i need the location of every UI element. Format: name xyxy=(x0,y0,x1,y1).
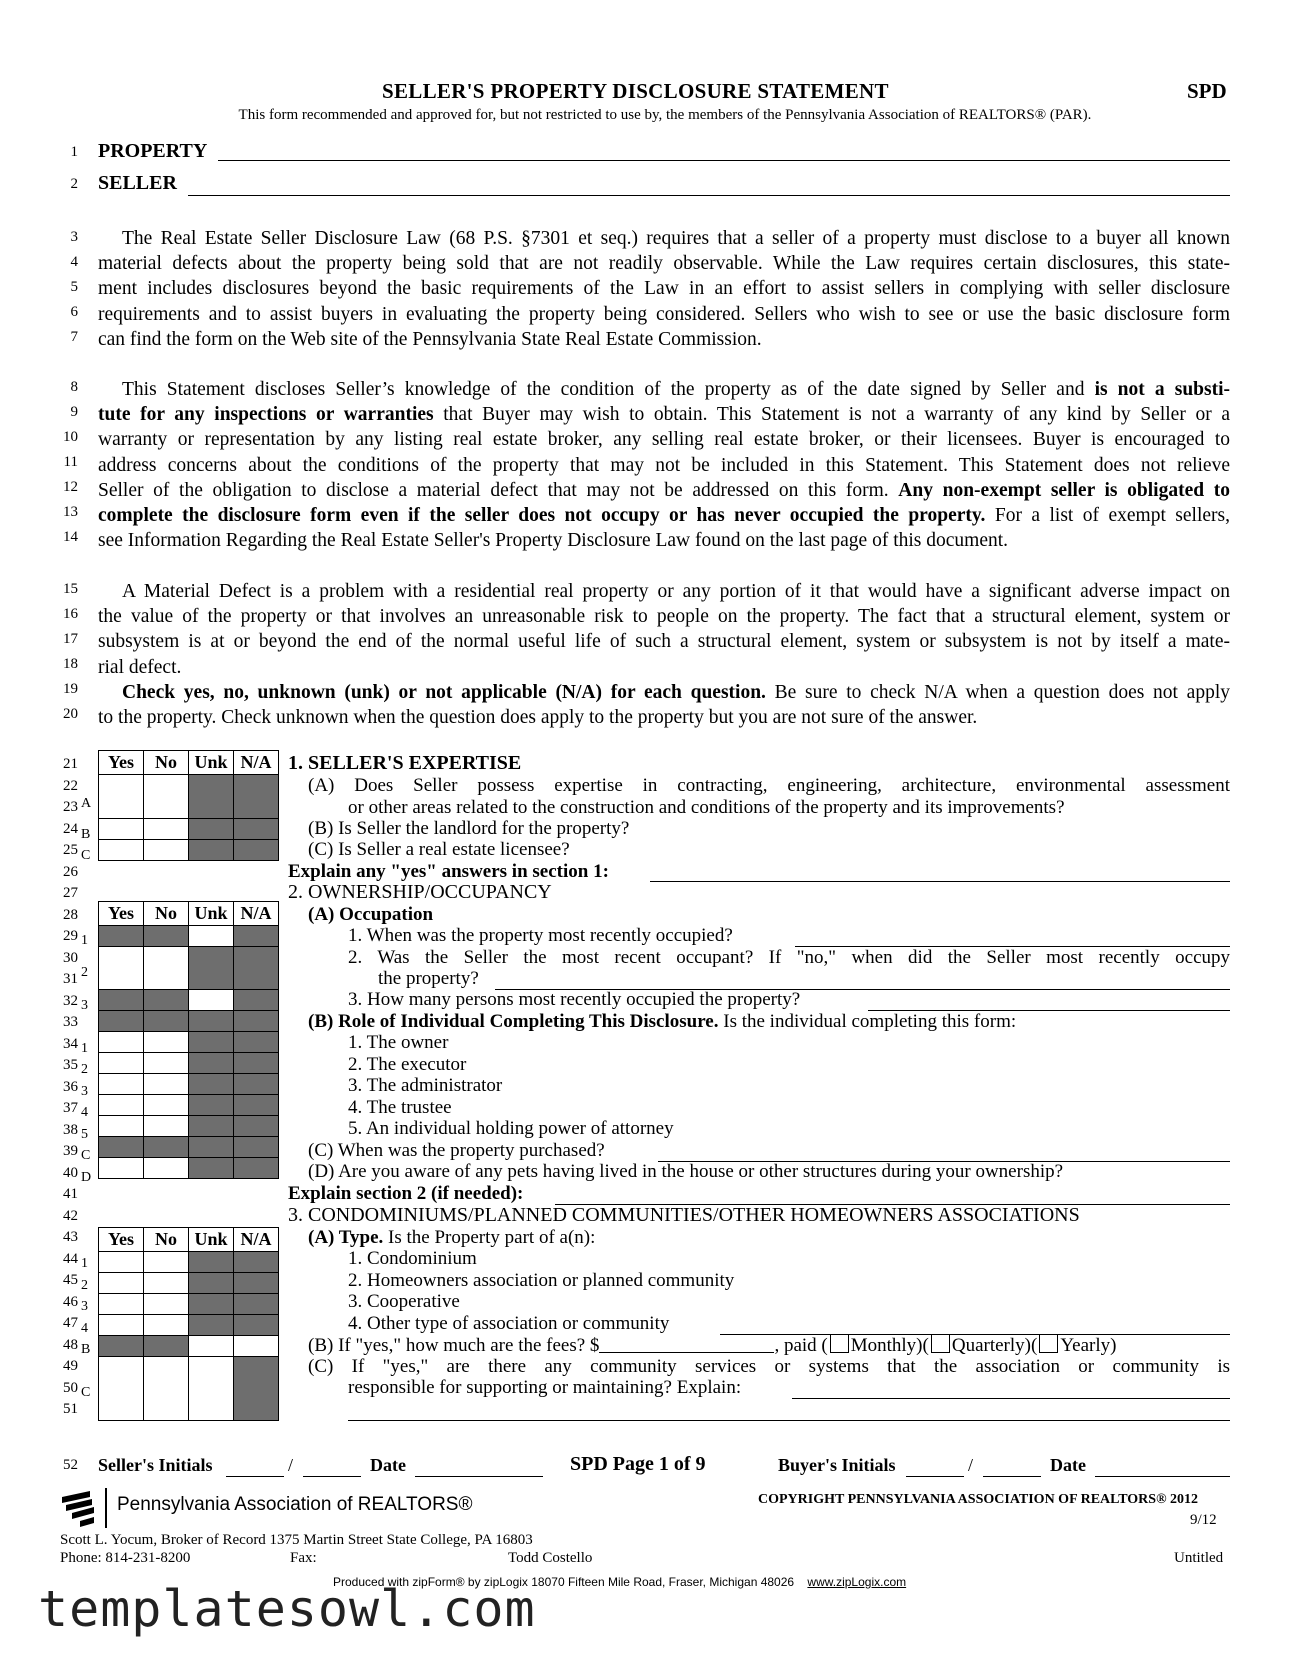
s3c-no-box[interactable] xyxy=(144,1357,189,1421)
yearly-checkbox[interactable] xyxy=(1039,1334,1058,1353)
s2a2-no-box[interactable] xyxy=(144,947,189,990)
buyer-initials-label: Buyer's Initials xyxy=(778,1455,896,1475)
line-number: 2 xyxy=(70,176,78,192)
line-number: 35 xyxy=(63,1057,78,1073)
s3c-question: (C) If "yes," are there any community services or systems that the association or community is xyxy=(308,1356,1230,1377)
line-number: 36 xyxy=(63,1079,78,1095)
s3c-yes-box[interactable] xyxy=(99,1357,144,1421)
line-number: 12 xyxy=(63,479,78,495)
property-label: PROPERTY xyxy=(98,140,208,162)
broker-fax: Fax: xyxy=(290,1550,317,1566)
line-number: 31 xyxy=(63,971,78,987)
section3-title: 3. CONDOMINIUMS/PLANNED COMMUNITIES/OTHER HOMEOWNERS ASSOCIATIONS xyxy=(288,1204,1080,1226)
ziplogix-link[interactable]: www.zipLogix.com xyxy=(807,1575,907,1589)
row-label: 2 xyxy=(81,1278,88,1293)
par-logo-icon xyxy=(60,1489,98,1527)
s3a1-no-box[interactable] xyxy=(144,1252,189,1273)
s2b3-yes-box[interactable] xyxy=(99,1074,144,1095)
s2a2-question-cont: the property? xyxy=(378,968,479,989)
line-number: 44 xyxy=(63,1251,78,1267)
s1a-question-cont: or other areas related to the construction and conditions of the property and its improvements? xyxy=(348,797,1065,818)
row-label: 1 xyxy=(81,1041,88,1056)
col-no: No xyxy=(144,751,189,775)
line-number: 48 xyxy=(63,1337,78,1353)
s2c-question: (C) When was the property purchased? xyxy=(308,1140,605,1161)
producer-line: Produced with zipForm® by zipLogix 18070 Fifteen Mile Road, Fraser, Michigan 48026 xyxy=(333,1575,795,1589)
col-yes: Yes xyxy=(99,751,144,775)
row-label: 2 xyxy=(81,1062,88,1077)
section1-answer-grid xyxy=(98,750,279,861)
line-number: 1 xyxy=(70,144,78,160)
s2a2-question: 2. Was the Seller the most recent occupant? If "no," when did the Seller most recently occupy xyxy=(348,947,1230,968)
section2-title: 2. OWNERSHIP/OCCUPANCY xyxy=(288,881,552,903)
s3a2-option: 2. Homeowners association or planned community xyxy=(348,1270,735,1291)
s1c-yes-box[interactable] xyxy=(99,840,144,861)
line-number: 10 xyxy=(63,429,78,445)
s1c-no-box[interactable] xyxy=(144,840,189,861)
s2b2-yes-box[interactable] xyxy=(99,1053,144,1074)
s3a4-option: 4. Other type of association or community xyxy=(348,1313,670,1334)
monthly-checkbox[interactable] xyxy=(830,1334,849,1353)
s3b-question: (B) If "yes," how much are the fees? $ xyxy=(308,1335,600,1356)
line-number: 52 xyxy=(63,1457,78,1473)
broker-info: Scott L. Yocum, Broker of Record 1375 Martin Street State College, PA 16803 xyxy=(60,1532,533,1548)
row-label: B xyxy=(81,1342,91,1357)
row-label: 1 xyxy=(81,1256,88,1271)
s3c-input-line2[interactable] xyxy=(348,1420,1230,1421)
col-na: N/A xyxy=(234,751,279,775)
s3a3-yes-box[interactable] xyxy=(99,1294,144,1315)
section3-answer-grid xyxy=(98,1227,279,1421)
line-number: 34 xyxy=(63,1036,78,1052)
seller-initials-2-input[interactable] xyxy=(303,1476,361,1477)
s3a3-option: 3. Cooperative xyxy=(348,1291,460,1312)
row-label: C xyxy=(81,1385,91,1400)
line-number: 30 xyxy=(63,950,78,966)
row-label: 4 xyxy=(81,1105,88,1120)
s2d-yes-box[interactable] xyxy=(99,1158,144,1179)
col-na: N/A xyxy=(234,902,279,926)
line-number: 21 xyxy=(63,756,78,772)
s2d-question: (D) Are you aware of any pets having lived in the house or other structures during your ownership? xyxy=(308,1161,1064,1182)
buyer-initials-1-input[interactable] xyxy=(906,1476,964,1477)
s3b-unk-box[interactable] xyxy=(189,1336,234,1357)
s2b4-option: 4. The trustee xyxy=(348,1097,452,1118)
row-label: D xyxy=(81,1170,92,1185)
s3c-unk-box[interactable] xyxy=(189,1357,234,1421)
s2a1-question: 1. When was the property most recently occupied? xyxy=(348,925,733,946)
col-unk: Unk xyxy=(189,902,234,926)
s3a2-no-box[interactable] xyxy=(144,1273,189,1294)
line-number: 14 xyxy=(63,529,78,545)
s3b-fee-input[interactable] xyxy=(599,1336,774,1353)
version: 9/12 xyxy=(1190,1512,1217,1528)
logo-text: Pennsylvania Association of REALTORS® xyxy=(117,1494,473,1515)
watermark: templatesowl.com xyxy=(38,1580,536,1638)
buyer-date-label: Date xyxy=(1050,1455,1086,1475)
col-unk: Unk xyxy=(189,1228,234,1252)
line-number: 41 xyxy=(63,1186,78,1202)
form-title: SELLER'S PROPERTY DISCLOSURE STATEMENT xyxy=(382,79,889,103)
col-yes: Yes xyxy=(99,1228,144,1252)
line-number: 37 xyxy=(63,1100,78,1116)
line-number: 6 xyxy=(70,304,78,320)
seller-input[interactable] xyxy=(188,195,1230,196)
s2a-heading: (A) Occupation xyxy=(308,904,434,925)
quarterly-checkbox[interactable] xyxy=(931,1334,950,1353)
page-indicator: SPD Page 1 of 9 xyxy=(570,1453,706,1475)
col-unk: Unk xyxy=(189,751,234,775)
copyright: COPYRIGHT PENNSYLVANIA ASSOCIATION OF REALTORS® 2012 xyxy=(758,1492,1199,1507)
s3a1-option: 1. Condominium xyxy=(348,1248,477,1269)
s2a2-yes-box[interactable] xyxy=(99,947,144,990)
material-defect-paragraph: A Material Defect is a problem with a residential real property or any portion of it that would have a significant adverse impact on the value of the property or that involves an unreasonable risk to people on the property. The fact that a structural element, system or subsystem is at or beyond the end of the normal useful life of such a structural element, system or subsystem is not by itself a mate- rial defect. Check yes, no, unknown (unk) or not applicable (N/A) for each question. Be sure to check N/A when a question does not apply to the property. Check unknown when the question does apply to the property but you are not sure of the answer. xyxy=(98,581,1231,728)
s2-explain-label: Explain section 2 (if needed): xyxy=(288,1183,524,1204)
section1-title: 1. SELLER'S EXPERTISE xyxy=(288,752,522,774)
s3a4-yes-box[interactable] xyxy=(99,1315,144,1336)
s1a-question: (A) Does Seller possess expertise in contracting, engineering, architecture, environmental assessment xyxy=(308,775,1230,796)
line-number: 11 xyxy=(63,454,78,470)
disclosure-law-paragraph: The Real Estate Seller Disclosure Law (68 P.S. §7301 et seq.) requires that a seller of a property must disclose to a buyer all known material defects about the property being sold that are not readily observable. While the Law requires certain disclosures, this state- ment includes disclosures beyond the basic requirements of the Law in an effort to assist sellers in complying with seller disclosure requirements and to assist buyers in evaluating the property being considered. Sellers who wish to see or use the basic disclosure form can find the form on the Web site of the Pennsylvania State Real Estate Commission. xyxy=(98,228,1230,350)
line-number: 20 xyxy=(63,706,78,722)
row-label: 1 xyxy=(81,933,88,948)
line-number: 13 xyxy=(63,504,78,520)
line-number: 19 xyxy=(63,681,78,697)
col-no: No xyxy=(144,1228,189,1252)
line-number: 16 xyxy=(63,606,78,622)
row-label: 3 xyxy=(81,1299,88,1314)
seller-date-label: Date xyxy=(370,1455,406,1475)
seller-label: SELLER xyxy=(98,172,177,194)
s1b-yes-box[interactable] xyxy=(99,819,144,840)
seller-initials-label: Seller's Initials xyxy=(98,1455,213,1475)
line-number: 43 xyxy=(63,1229,78,1245)
s3c-question-cont: responsible for supporting or maintaining? Explain: xyxy=(348,1377,742,1398)
s2a3-unk-box[interactable] xyxy=(189,990,234,1011)
line-number: 38 xyxy=(63,1122,78,1138)
s2b3-no-box[interactable] xyxy=(144,1074,189,1095)
row-label: C xyxy=(81,848,91,863)
statement-paragraph: This Statement discloses Seller’s knowledge of the condition of the property as of the date signed by Seller and is not a substi- tute for any inspections or warranties that Buyer may wish to obtain. This Statement is not a warranty of any kind by Seller or a warranty or representation by any listing real estate broker, any selling real estate broker, or their licensees. Buyer is encouraged to address concerns about the conditions of the property that may not be included in this Statement. This Statement does not relieve Seller of the obligation to disclose a material defect that may not be addressed on this form. Any non-exempt seller is obligated to complete the disclosure form even if the seller does not occupy or has never occupied the property. For a list of exempt sellers, see Information Regarding the Real Estate Seller's Property Disclosure Law found on the last page of this document. xyxy=(98,379,1230,552)
line-number: 27 xyxy=(63,885,78,901)
section2-answer-grid xyxy=(98,901,279,1179)
s2b5-yes-box[interactable] xyxy=(99,1116,144,1137)
s2b2-no-box[interactable] xyxy=(144,1053,189,1074)
s2b5-no-box[interactable] xyxy=(144,1116,189,1137)
s3c-input[interactable] xyxy=(792,1398,1230,1399)
row-label: 3 xyxy=(81,1084,88,1099)
line-number: 39 xyxy=(63,1143,78,1159)
line-number: 51 xyxy=(63,1401,78,1417)
s3a1-yes-box[interactable] xyxy=(99,1252,144,1273)
line-number: 45 xyxy=(63,1272,78,1288)
s3a2-yes-box[interactable] xyxy=(99,1273,144,1294)
s2b5-option: 5. An individual holding power of attorney xyxy=(348,1118,674,1139)
line-number: 5 xyxy=(70,279,78,295)
col-na: N/A xyxy=(234,1228,279,1252)
s1b-question: (B) Is Seller the landlord for the property? xyxy=(308,818,630,839)
col-yes: Yes xyxy=(99,902,144,926)
line-number: 28 xyxy=(63,907,78,923)
line-number: 50 xyxy=(63,1380,78,1396)
s2d-no-box[interactable] xyxy=(144,1158,189,1179)
line-number: 42 xyxy=(63,1208,78,1224)
seller-initials-1-input[interactable] xyxy=(226,1476,284,1477)
buyer-initials-2-input[interactable] xyxy=(983,1476,1041,1477)
line-number: 40 xyxy=(63,1165,78,1181)
line-number: 24 xyxy=(63,821,78,837)
seller-date-input[interactable] xyxy=(415,1476,543,1477)
s2b3-option: 3. The administrator xyxy=(348,1075,503,1096)
line-number: 7 xyxy=(70,329,78,345)
form-subtitle: This form recommended and approved for, but not restricted to use by, the members of the Pennsylvania Association of REALTORS® (PAR). xyxy=(238,107,1092,123)
s2b2-option: 2. The executor xyxy=(348,1054,467,1075)
agent-name: Todd Costello xyxy=(508,1550,593,1566)
line-number: 8 xyxy=(70,379,78,395)
line-number: 23 xyxy=(63,799,78,815)
buyer-date-input[interactable] xyxy=(1095,1476,1230,1477)
line-number: 17 xyxy=(63,631,78,647)
form-code: SPD xyxy=(1187,79,1227,103)
logo-divider xyxy=(105,1488,107,1528)
line-number: 4 xyxy=(70,254,78,270)
s2b4-no-box[interactable] xyxy=(144,1095,189,1116)
line-number: 33 xyxy=(63,1014,78,1030)
line-number: 26 xyxy=(63,864,78,880)
s3a3-no-box[interactable] xyxy=(144,1294,189,1315)
s1-explain-label: Explain any "yes" answers in section 1: xyxy=(288,861,609,882)
s2b1-no-box[interactable] xyxy=(144,1032,189,1053)
line-number: 47 xyxy=(63,1315,78,1331)
s2b1-yes-box[interactable] xyxy=(99,1032,144,1053)
line-number: 22 xyxy=(63,778,78,794)
s1-explain-input[interactable] xyxy=(650,881,1230,882)
line-number: 15 xyxy=(63,581,78,597)
s2b1-option: 1. The owner xyxy=(348,1032,449,1053)
line-number: 9 xyxy=(70,404,78,420)
s1a-no-box[interactable] xyxy=(144,775,189,819)
row-label: C xyxy=(81,1148,91,1163)
property-input[interactable] xyxy=(218,160,1230,161)
line-number: 29 xyxy=(63,928,78,944)
line-number: 25 xyxy=(63,842,78,858)
line-number: 18 xyxy=(63,656,78,672)
document-name: Untitled xyxy=(1174,1550,1224,1566)
s2a1-unk-box[interactable] xyxy=(189,926,234,947)
line-number: 32 xyxy=(63,993,78,1009)
line-number: 3 xyxy=(70,229,78,245)
s3b-na-box[interactable] xyxy=(234,1336,279,1357)
row-label: 4 xyxy=(81,1321,88,1336)
s1a-yes-box[interactable] xyxy=(99,775,144,819)
s2a3-question: 3. How many persons most recently occupied the property? xyxy=(348,989,801,1010)
row-label: B xyxy=(81,827,91,842)
line-number: 49 xyxy=(63,1358,78,1374)
col-no: No xyxy=(144,902,189,926)
row-label: 2 xyxy=(81,965,88,980)
row-label: 5 xyxy=(81,1127,88,1142)
row-label: 3 xyxy=(81,998,88,1013)
s3a4-no-box[interactable] xyxy=(144,1315,189,1336)
s2b4-yes-box[interactable] xyxy=(99,1095,144,1116)
line-number: 46 xyxy=(63,1294,78,1310)
s1c-question: (C) Is Seller a real estate licensee? xyxy=(308,839,570,860)
row-label: A xyxy=(81,796,92,811)
s1b-no-box[interactable] xyxy=(144,819,189,840)
broker-phone: Phone: 814-231-8200 xyxy=(60,1550,191,1566)
